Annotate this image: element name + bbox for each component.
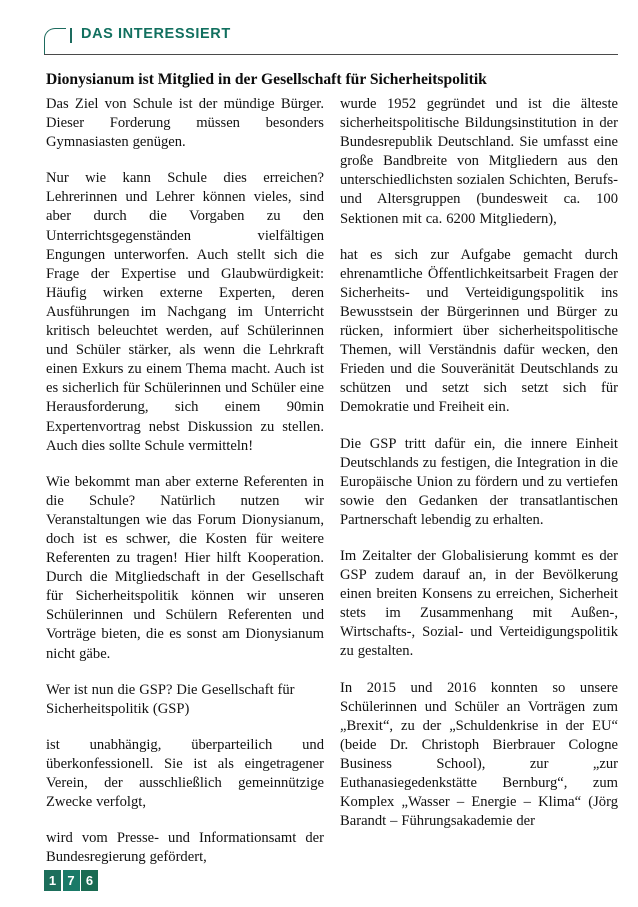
left-column <box>46 95 324 866</box>
page-number-digit: 6 <box>81 870 98 891</box>
section-title: DAS INTERESSIERT <box>81 26 231 42</box>
body-columns <box>46 95 618 866</box>
page-number-digit: 1 <box>44 870 61 891</box>
paragraph: ist unabhängig, überparteilich und überkonfessionell. Sie ist als eingetragener Verein, der ausschließlich gemeinnützige Zwecke verfolgt, <box>46 736 324 811</box>
header-rule <box>44 54 618 55</box>
paragraph: wurde 1952 gegründet und ist die älteste sicherheitspolitische Bildungsinstitution in der Bundesrepublik Deutschland. Sie umfasst eine große Bandbreite von Mitgliedern aus den unterschiedlichsten sozialen Schichten, Berufs- und Altersgruppen (bundesweit ca. 100 Sektionen mit ca. 6200 Mitgliedern), <box>340 96 618 227</box>
bracket-corner-icon <box>44 28 66 54</box>
paragraph: Wie bekommt man aber externe Referenten in die Schule? Natürlich nutzen wir Veranstaltungen wie das Forum Dionysianum, doch ist es schwer, die Kosten für weitere Referenten zu tragen! Hier hilft Kooperation. Durch die Mitgliedschaft in der Gesellschaft für Sicherheitspolitik können wir unseren Schülerinnen und Schülern Referenten und Vorträge bieten, die es sonst am Dionysianum nicht gäbe. <box>46 473 324 662</box>
paragraph: wird vom Presse- und Informationsamt der Bundesregierung gefördert, <box>46 830 324 866</box>
paragraph: Die GSP tritt dafür ein, die innere Einheit Deutschlands zu festigen, die Integration in die Europäische Union zu fördern und zu vertiefen sowie den Gedanken der transatlantischen Partnerschaft lebendig zu erhalten. <box>340 435 618 528</box>
paragraph: Nur wie kann Schule dies erreichen? Lehrerinnen und Lehrer können vieles, sind aber durch die Vorgaben zu den Unterrichtsgegenständen vielfältigen Engungen unterworfen. Auch stellt sich die Frage der Expertise und Glaubwürdigkeit: Häufig wirken externe Experten, deren Ausführungen im Nachgang im Unterricht kritisch beleuchtet werden, auf Schülerinnen und Schüler stärker, als wenn die Lehrkraft einen Exkurs zu einem Thema macht. Auch ist es sicherlich für Schülerinnen und Schüler eine Herausforderung, sich einem 90min Expertenvortrag nebst Diskussion zu stellen. Auch dies sollte Schule vermitteln! <box>46 170 324 454</box>
right-column <box>340 95 618 855</box>
article-subtitle: Dionysianum ist Mitglied in der Gesellschaft für Sicherheitspolitik <box>46 71 487 89</box>
paragraph: Im Zeitalter der Globalisierung kommt es der GSP zudem darauf an, in der Bevölkerung einen breiten Konsens zu erreichen, Sicherheit stets im Zusammenhang mit Außen-, Wirtschafts-, Sozial- und Verteidigungspolitik zu gestalten. <box>340 547 618 660</box>
page-number-digit: 7 <box>63 870 80 891</box>
paragraph: Wer ist nun die GSP? Die Gesellschaft für Sicherheitspolitik (GSP) <box>46 681 295 717</box>
paragraph: In 2015 und 2016 konnten so unsere Schülerinnen und Schüler an Vorträgen zum „Brexit“, zu der „Schuldenkrise in der EU“ (beide Dr. Christoph Bierbrauer Cologne Business School), zur „zur Euthanasiegedenkstätte Bernburg“, zum Komplex „Wasser – Energie – Klima“ (Jörg Barandt – Führungsakademie der <box>340 679 618 830</box>
section-header <box>44 26 618 56</box>
bracket-tick-icon <box>70 28 72 43</box>
header-rule-stub <box>44 41 45 55</box>
paragraph: Das Ziel von Schule ist der mündige Bürger. Dieser Forderung müssen besonders Gymnasiasten genügen. <box>46 96 324 151</box>
paragraph: hat es sich zur Aufgabe gemacht durch ehrenamtliche Öffentlichkeitsarbeit Fragen der Sicherheits- und Verteidigungspolitik ins Bewusstsein der Bürgerinnen und Bürger zu rücken, informiert über sicherheitspolitische Themen, will Verständnis dafür wecken, den Frieden und die Souveränität Deutschlands zu schützen und setzt sich setzt sich für Demokratie und Freiheit ein. <box>340 246 618 416</box>
page-number <box>44 870 98 891</box>
